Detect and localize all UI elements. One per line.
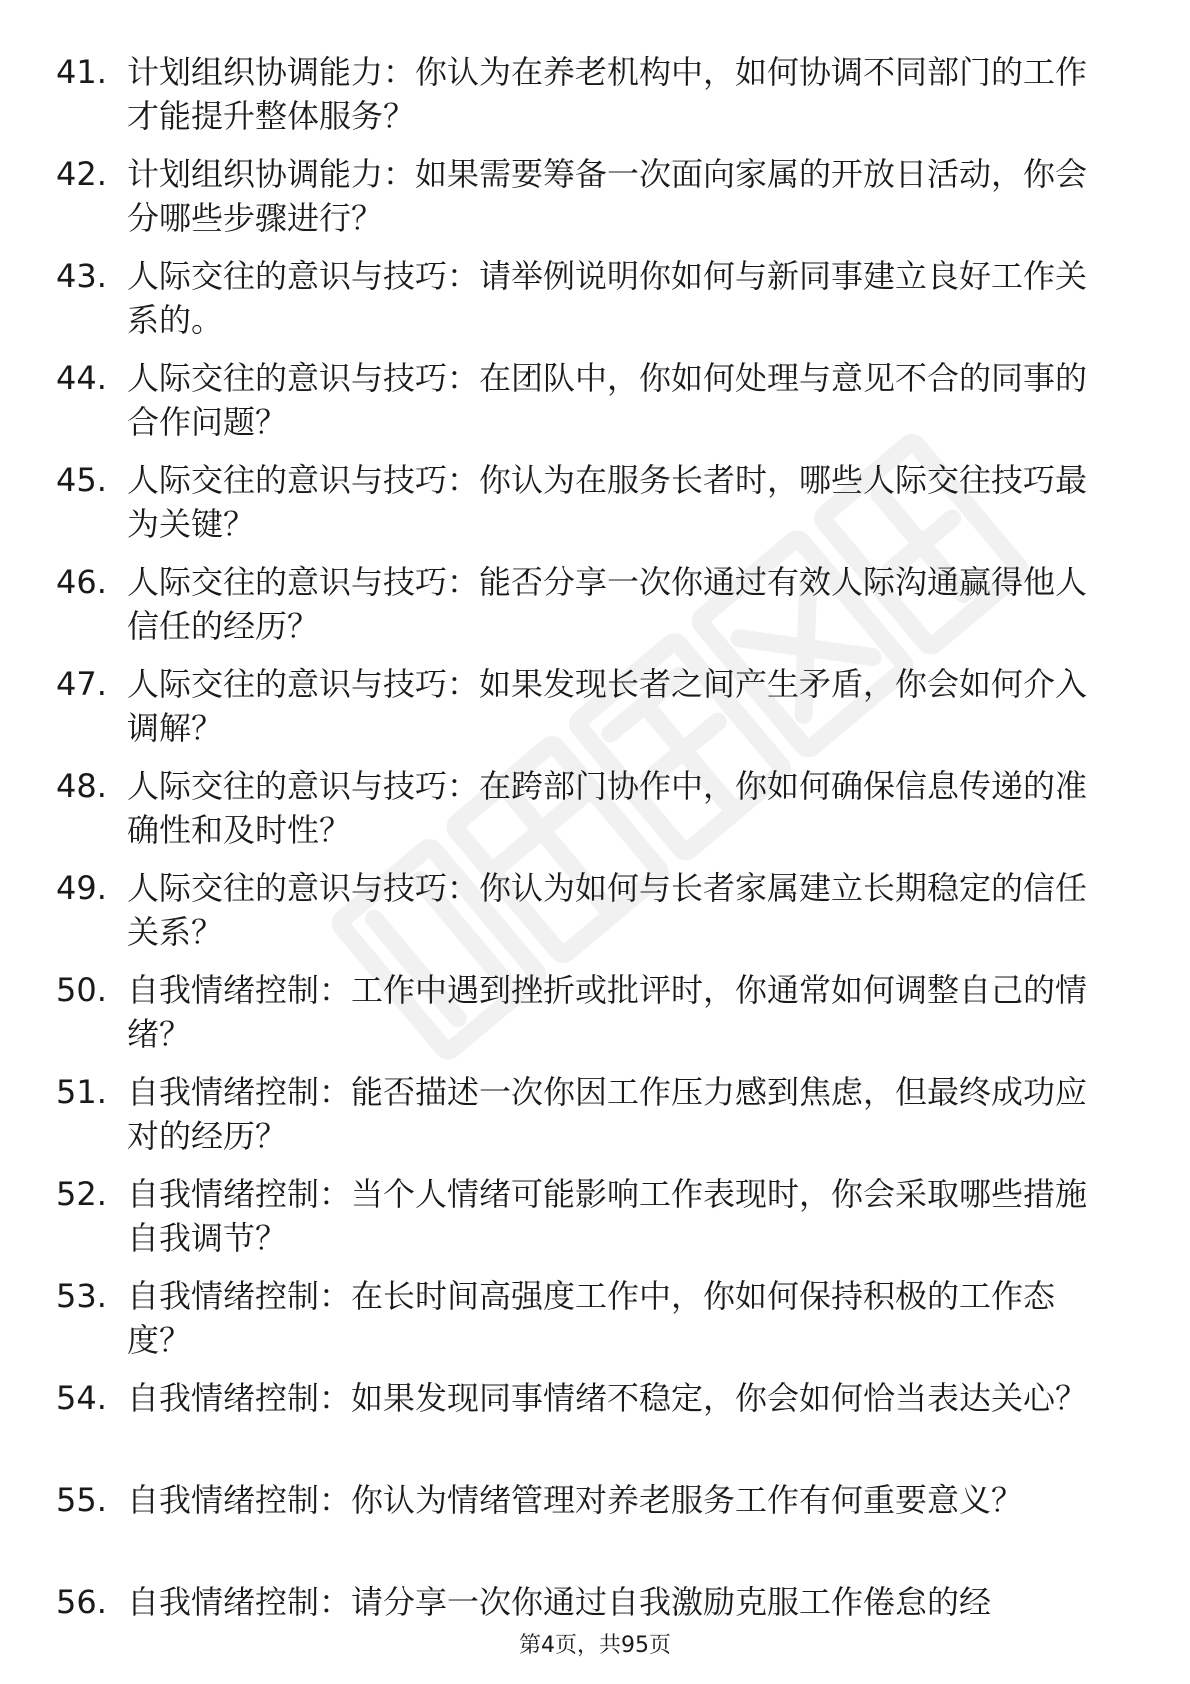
question-number: 42. — [56, 155, 107, 193]
question-item — [0, 458, 1190, 560]
question-text: 自我情绪控制：请分享一次你通过自我激励克服工作倦怠的经 — [127, 1583, 992, 1621]
question-text: 人际交往的意识与技巧：你认为在服务长者时，哪些人际交往技巧最为关键？ — [127, 461, 1088, 543]
question-text: 自我情绪控制：在长时间高强度工作中，你如何保持积极的工作态度？ — [127, 1277, 1056, 1359]
question-text: 人际交往的意识与技巧：能否分享一次你通过有效人际沟通赢得他人信任的经历？ — [127, 563, 1088, 645]
question-number: 49. — [56, 869, 107, 907]
question-item — [0, 1478, 1190, 1580]
question-item — [0, 560, 1190, 662]
question-number: 50. — [56, 971, 107, 1009]
question-text: 自我情绪控制：你认为情绪管理对养老服务工作有何重要意义？ — [127, 1481, 1024, 1519]
question-item — [0, 662, 1190, 764]
question-text: 人际交往的意识与技巧：你认为如何与长者家属建立长期稳定的信任关系？ — [127, 869, 1088, 951]
question-text: 人际交往的意识与技巧：在跨部门协作中，你如何确保信息传递的准确性和及时性？ — [127, 767, 1088, 849]
question-number: 56. — [56, 1583, 107, 1621]
page-footer — [0, 1632, 1190, 1660]
question-list — [0, 50, 1190, 1682]
question-number: 52. — [56, 1175, 107, 1213]
question-number: 41. — [56, 53, 107, 91]
question-text: 自我情绪控制：当个人情绪可能影响工作表现时，你会采取哪些措施自我调节？ — [127, 1175, 1088, 1257]
question-item — [0, 968, 1190, 1070]
question-item — [0, 50, 1190, 152]
question-number: 55. — [56, 1481, 107, 1519]
question-text: 计划组织协调能力：你认为在养老机构中，如何协调不同部门的工作才能提升整体服务？ — [127, 53, 1088, 135]
question-text: 自我情绪控制：能否描述一次你因工作压力感到焦虑，但最终成功应对的经历？ — [127, 1073, 1088, 1155]
question-number: 43. — [56, 257, 107, 295]
question-item — [0, 1172, 1190, 1274]
question-number: 53. — [56, 1277, 107, 1315]
question-item — [0, 1580, 1190, 1682]
question-number: 48. — [56, 767, 107, 805]
question-text: 自我情绪控制：工作中遇到挫折或批评时，你通常如何调整自己的情绪？ — [127, 971, 1088, 1053]
question-item — [0, 1274, 1190, 1376]
question-number: 47. — [56, 665, 107, 703]
question-number: 45. — [56, 461, 107, 499]
question-text: 计划组织协调能力：如果需要筹备一次面向家属的开放日活动，你会分哪些步骤进行？ — [127, 155, 1088, 237]
question-item — [0, 764, 1190, 866]
question-item — [0, 1376, 1190, 1478]
question-item — [0, 866, 1190, 968]
question-text: 人际交往的意识与技巧：如果发现长者之间产生矛盾，你会如何介入调解？ — [127, 665, 1088, 747]
question-item — [0, 152, 1190, 254]
question-text: 自我情绪控制：如果发现同事情绪不稳定，你会如何恰当表达关心？ — [127, 1379, 1088, 1417]
question-number: 51. — [56, 1073, 107, 1111]
question-number: 46. — [56, 563, 107, 601]
question-item — [0, 356, 1190, 458]
question-item — [0, 1070, 1190, 1172]
question-text: 人际交往的意识与技巧：请举例说明你如何与新同事建立良好工作关系的。 — [127, 257, 1088, 339]
question-text: 人际交往的意识与技巧：在团队中，你如何处理与意见不合的同事的合作问题？ — [127, 359, 1088, 441]
question-number: 54. — [56, 1379, 107, 1417]
question-number: 44. — [56, 359, 107, 397]
question-item — [0, 254, 1190, 356]
page-number-label: 第4页，共95页 — [519, 1633, 671, 1658]
